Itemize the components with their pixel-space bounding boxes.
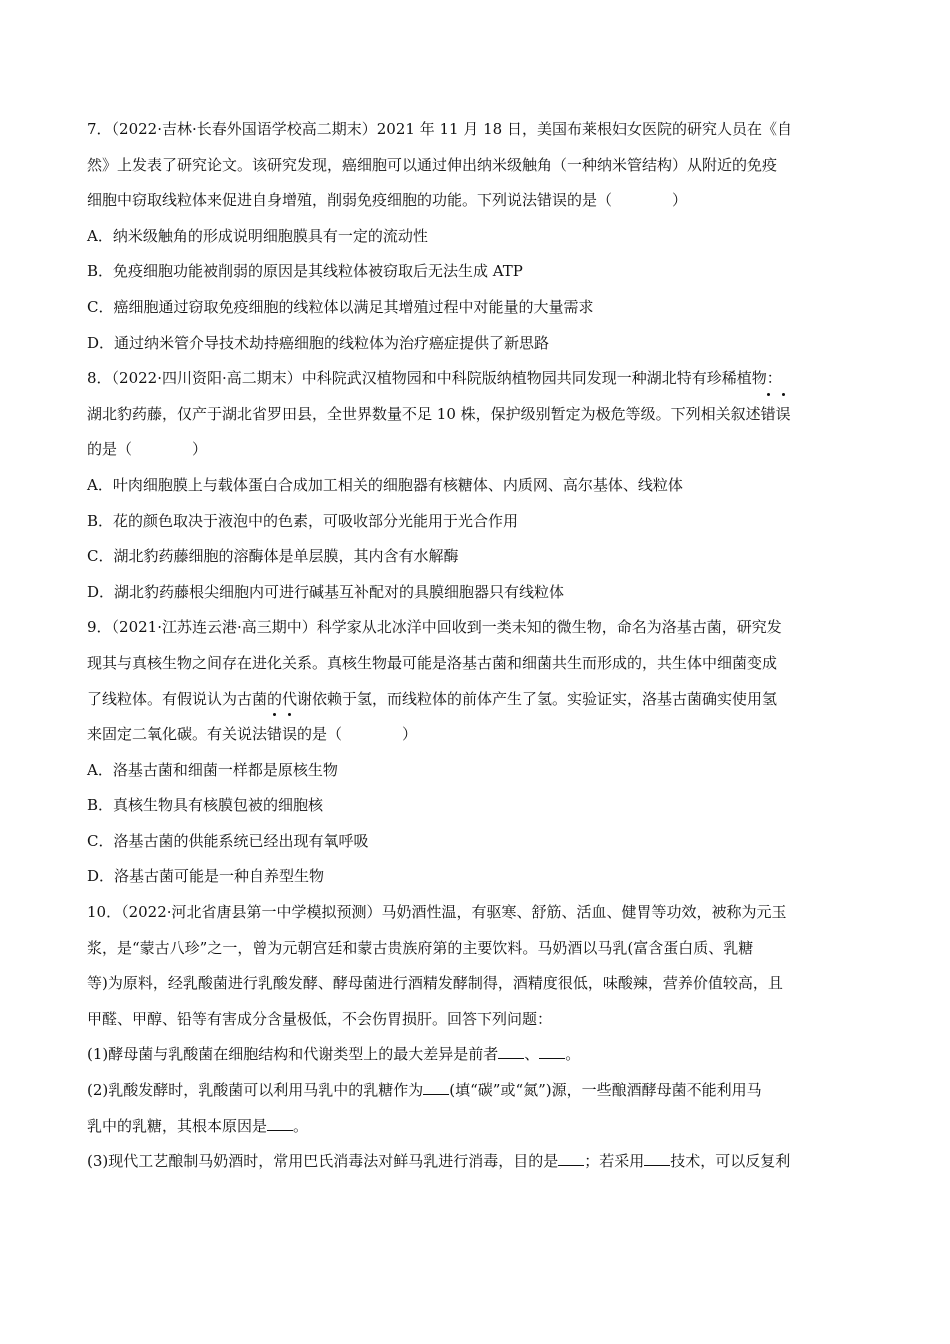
q10-sub3-mid: ；若采用 <box>584 1152 645 1171</box>
q8-stem-line-2 <box>87 397 877 433</box>
q7-stem-line-3: 细胞中窃取线粒体来促进自身增殖，削弱免疫细胞的功能。下列说法错误的是（ ） <box>87 191 688 210</box>
q10-sub1-blank-2[interactable] <box>539 1058 565 1059</box>
q10-sub1-sep: 、 <box>524 1045 540 1064</box>
q10-sub1-text: (1)酵母菌与乳酸菌在细胞结构和代谢类型上的最大差异是前者 <box>87 1045 499 1064</box>
q8-stem-line-3: 的是（ ） <box>87 440 208 459</box>
q7-stem-line-2: 然》上发表了研究论文。该研究发现，癌细胞可以通过伸出纳米级触角（一种纳米管结构）从附近的免疫 <box>87 155 778 174</box>
q8-option-b[interactable]: B．花的颜色取决于液泡中的色素，可吸收部分光能用于光合作用 <box>87 511 519 530</box>
q9-stem-line-4-text: 来固定二氧化碳。有关说法 <box>87 725 268 744</box>
q8-option-c[interactable]: C．湖北豹药藤细胞的溶酶体是单层膜，其内含有水解酶 <box>87 547 459 566</box>
q10-sub-question-1 <box>87 1037 877 1073</box>
q10-stem-line-2: 浆，是“蒙古八珍”之一，曾为元朝宫廷和蒙古贵族府第的主要饮料。马奶酒以马乳(富含蛋白质、乳糖 <box>87 938 754 957</box>
q9-stem-line-2: 现其与真核生物之间存在进化关系。真核生物最可能是洛基古菌和细菌共生而形成的，共生体中细菌变成 <box>87 653 778 672</box>
question-9 <box>87 610 877 895</box>
q9-dotted-char-1: 误 <box>282 717 297 753</box>
q7-option-b[interactable]: B．免疫细胞功能被削弱的原因是其线粒体被窃取后无法生成 ATP <box>87 262 523 281</box>
q10-sub-question-3 <box>87 1144 877 1180</box>
q10-sub2-text: (2)乳酸发酵时，乳酸菌可以利用马乳中的乳糖作为 <box>87 1081 424 1100</box>
q8-dotted-char-1: 误 <box>776 397 791 433</box>
q10-stem-line-3: 等)为原料，经乳酸菌进行乳酸发酵、酵母菌进行酒精发酵制得，酒精度很低，味酸辣，营养价值较高，且 <box>87 974 783 993</box>
question-10 <box>87 895 877 1180</box>
question-list <box>87 112 877 1180</box>
q9-stem-line-4-tail: 的是（ ） <box>297 725 418 744</box>
q7-option-c[interactable]: C．癌细胞通过窃取免疫细胞的线粒体以满足其增殖过程中对能量的大量需求 <box>87 297 594 316</box>
q9-dotted-char-0: 错 <box>267 717 282 753</box>
q10-sub2-blank-1[interactable] <box>423 1094 449 1095</box>
q9-option-c[interactable]: C．洛基古菌的供能系统已经出现有氧呼吸 <box>87 831 369 850</box>
q9-option-a[interactable]: A．洛基古菌和细菌一样都是原核生物 <box>87 760 338 779</box>
q10-sub3-text: (3)现代工艺酿制马奶酒时，常用巴氏消毒法对鲜马乳进行消毒，目的是 <box>87 1152 559 1171</box>
q10-sub2-blank-2[interactable] <box>267 1130 293 1131</box>
q10-sub3-blank-1[interactable] <box>558 1165 584 1166</box>
q7-option-d[interactable]: D．通过纳米管介导技术劫持癌细胞的线粒体为治疗癌症提供了新思路 <box>87 333 550 352</box>
q10-stem-line-4: 甲醛、甲醇、铅等有害成分含量极低，不会伤胃损肝。回答下列问题： <box>87 1009 553 1028</box>
q10-sub2b-end: 。 <box>293 1116 309 1135</box>
q7-option-a[interactable]: A．纳米级触角的形成说明细胞膜具有一定的流动性 <box>87 226 428 245</box>
q8-option-d[interactable]: D．湖北豹药藤根尖细胞内可进行碱基互补配对的具膜细胞器只有线粒体 <box>87 582 565 601</box>
q10-sub-question-2b <box>87 1109 877 1145</box>
q10-stem-line-1: 10．（2022·河北省唐县第一中学模拟预测）马奶酒性温，有驱寒、舒筋、活血、健胃等功效，被称为元玉 <box>87 903 787 922</box>
q9-stem-line-3: 了线粒体。有假说认为古菌的代谢依赖于氢，而线粒体的前体产生了氢。实验证实，洛基古菌确实使用氢 <box>87 689 778 708</box>
question-7 <box>87 112 877 361</box>
q9-option-d[interactable]: D．洛基古菌可能是一种自养型生物 <box>87 867 325 886</box>
q9-option-b[interactable]: B．真核生物具有核膜包被的细胞核 <box>87 796 324 815</box>
q8-stem-line-2-text: 湖北豹药藤，仅产于湖北省罗田县，全世界数量不足 10 株，保护级别暂定为极危等级。下列相关叙述 <box>87 404 761 423</box>
q10-sub2-tail: (填“碳”或“氮”)源，一些酿酒酵母菌不能利用马 <box>449 1081 762 1100</box>
q10-sub2b-text: 乳中的乳糖，其根本原因是 <box>87 1116 268 1135</box>
question-8 <box>87 361 877 610</box>
q10-sub1-blank-1[interactable] <box>498 1058 524 1059</box>
q7-stem-line-1: 7．（2022·吉林·长春外国语学校高二期末）2021 年 11 月 18 日，美国布莱根妇女医院的研究人员在《自 <box>87 120 792 138</box>
q10-sub3-blank-2[interactable] <box>644 1165 670 1166</box>
q9-stem-line-1: 9．（2021·江苏连云港·高三期中）科学家从北冰洋中回收到一类未知的微生物，命名为洛基古菌，研究发 <box>87 618 782 637</box>
q10-sub1-end: 。 <box>565 1045 581 1064</box>
q8-stem-line-1: 8．（2022·四川资阳·高二期末）中科院武汉植物园和中科院版纳植物园共同发现一种湖北特有珍稀植物： <box>87 369 782 388</box>
q8-option-a[interactable]: A．叶肉细胞膜上与载体蛋白合成加工相关的细胞器有核糖体、内质网、高尔基体、线粒体 <box>87 475 683 494</box>
q8-dotted-char-0: 错 <box>761 397 776 433</box>
q10-sub3-tail: 技术，可以反复利 <box>670 1152 791 1171</box>
q9-emphasis-wrong <box>267 725 297 743</box>
q9-stem-line-4 <box>87 717 877 753</box>
q10-sub-question-2a <box>87 1073 877 1109</box>
q8-emphasis-wrong <box>761 405 791 423</box>
